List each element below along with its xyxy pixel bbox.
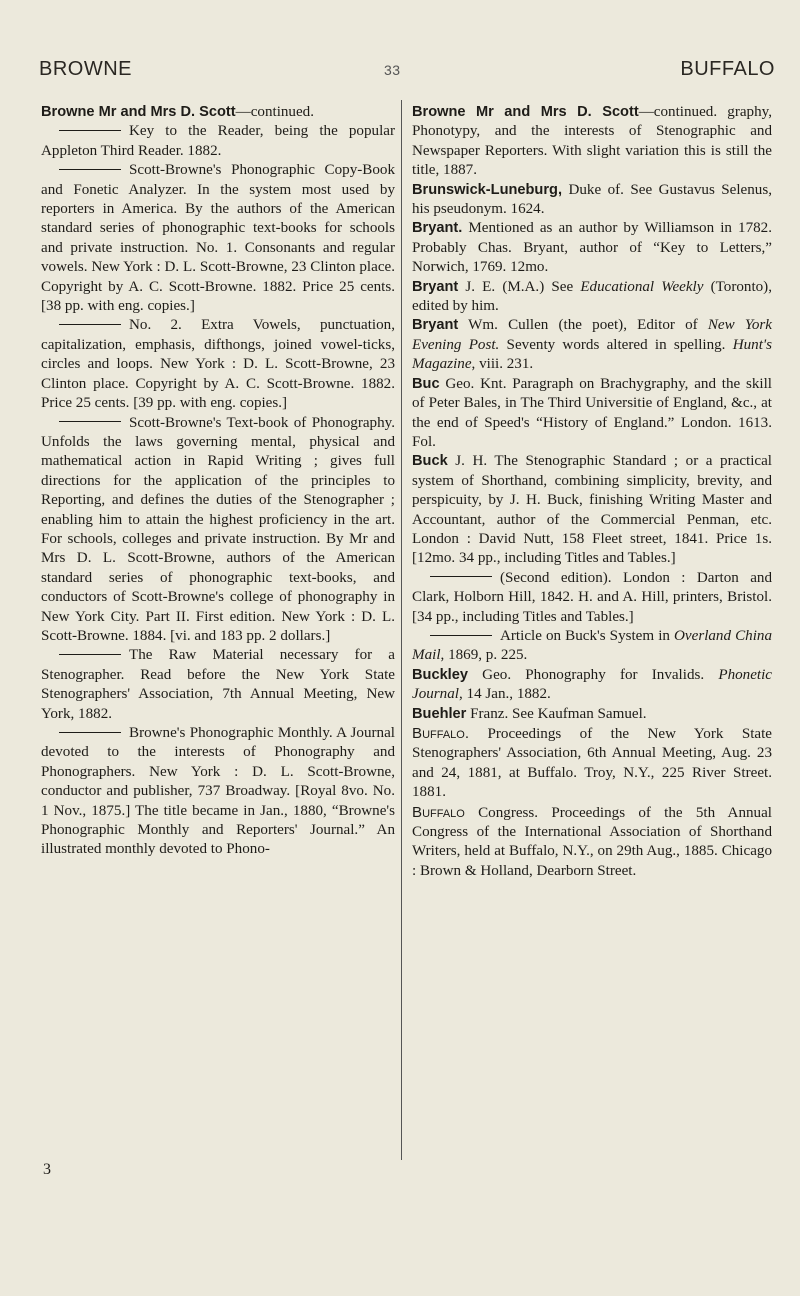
entry-italic: Phonetic Journal [412,666,772,703]
entry-text: Seventy words altered in spelling. [499,336,733,353]
entry-text: Browne's Phonographic Monthly. A Journal devoted to the interests of Phonography and Phonographers. New York : D. L. Scott-Browne, conductor and publisher, 737 Broadway. [Royal 8vo. No. 1 Nov., 1875.] The title became in Jan., 1880, “Browne's Phonographic Monthly and Reporters' Journal.” An illustrated monthly devoted to Phono- [41,725,395,858]
ditto-dash [59,421,121,422]
entry-italic: New York Evening Post. [412,317,772,353]
entry-buckley [412,666,772,705]
entry-buffalo-congress [412,803,772,882]
entry-text: (Second edition). London : Darton and Clark, Holborn Hill, 1842. H. and A. Hill, printers, Bristol. [34 pp., including Titles and Tables.] [412,569,772,625]
entry-text: , 1869, p. 225. [440,647,528,664]
ditto-dash [430,635,492,636]
entry-text: (Toronto), edited by him. [412,278,772,315]
entry-buehler [412,705,772,724]
entry-heading: Buc [412,375,440,392]
entry-text: —continued. graphy, Phonotypy, and the interests of Stenographic and Newspaper Reporters. With slight variation this is still the title, 1887. [412,104,772,179]
entry-text: Geo. Knt. Paragraph on Brachygraphy, and the skill of Peter Bales, in The Third Universitie of England, &c., at the end of Speed's “History of England.” London. 1613. Fol. [412,375,772,450]
entry-text: , 14 Jan., 1882. [458,686,551,703]
entry-heading: Buehler [412,705,467,722]
entry-heading: Buffalo. [412,725,470,742]
entry-buffalo [412,724,772,803]
entry-bryant [412,219,772,277]
entry-text: Scott-Browne's Phonographic Copy-Book and Fonetic Analyzer. In the system most used by reporters in America. By the authors of the American standard series of phonographic text-books for schools and private instruction. No. 1. Consonants and regular vowels. New York : D. L. Scott-Browne, 23 Clinton place. Copyright by A. C. Scott-Browne. 1882. Price 25 cents. [38 pp. with eng. copies.] [41,162,395,315]
entry-heading: Buffalo [412,803,465,821]
entry-text: Geo. Phonography for Invalids. [467,666,719,683]
entry-buck [412,452,772,568]
entry-text: Wm. Cullen (the poet), Editor of [458,317,708,334]
entry-text-book [41,414,395,647]
running-head-right: BUFFALO [680,58,775,80]
entry-heading: Bryant [412,278,459,295]
entry-buc [412,375,772,453]
right-column [412,103,772,881]
entry-text: Proceedings of the New York State Stenographers' Association, 6th Annual Meeting, Aug. 23 and 24, 1881, at Buffalo. Troy, N.Y., 225 River Street. 1881. [412,726,772,801]
entry-text: The Raw Material necessary for a Stenographer. Read before the New York State Stenographers' Association, 7th Annual Meeting, New York, 1882. [41,647,395,722]
entry-heading: Browne Mr and Mrs D. Scott [412,104,639,120]
entry-text: Congress. Proceedings of the 5th Annual Congress of the International Association of Shorthand Writers, held at Buffalo, N.Y., on 29th Aug., 1885. Chicago : Brown & Holland, Dearborn Street. [412,804,772,879]
entry-buck-second-edition [412,569,772,627]
entry-heading: Buck [412,453,448,470]
ditto-dash [59,324,121,325]
entry-italic: Overland China Mail [412,627,772,664]
entry-heading: Bryant [412,317,459,334]
page-number: 33 [384,62,401,78]
entry-text: —continued. [235,104,314,120]
entry-text: , viii. 231. [471,356,534,373]
entry-text: Franz. See Kaufman Samuel. [466,705,647,722]
ditto-dash [430,576,492,577]
left-column [41,103,395,860]
entry-text: J. E. (M.A.) See [458,278,581,295]
entry-raw-material [41,646,395,724]
entry-heading: Buckley [412,666,468,683]
entry-italic: Hunt's Magazine [412,336,772,373]
ditto-dash [59,130,121,131]
entry-bryant-je [412,278,772,317]
ditto-dash [59,732,121,733]
entry-buck-article [412,627,772,666]
entry-heading: Brunswick-Luneburg, [412,181,562,198]
entry-browne-continued [41,103,395,122]
entry-key-to-reader [41,122,395,161]
entry-browne-continued-2 [412,103,772,181]
ditto-dash [59,654,121,655]
entry-brunswick [412,181,772,220]
entry-heading: Bryant. [412,220,463,237]
entry-text: Article on Buck's System in [500,627,675,644]
entry-heading: Browne Mr and Mrs D. Scott [41,104,236,120]
entry-text: J. H. The Stenographic Standard ; or a practical system of Shorthand, combining simplicity, brevity, and perspicuity, by J. H. Buck, finishing Writing Master and Accountant, author of the Commercial Penman, etc. London : David Nutt, 158 Fleet street, 1841. Price 1s. [12mo. 34 pp., including Titles and Tables.] [412,453,772,567]
entry-italic: Educational Weekly [580,278,704,295]
entry-text: Mentioned as an author by Williamson in 1782. Probably Chas. Bryant, author of “Key to Letters,” Norwich, 1769. 12mo. [412,220,772,276]
entry-text: Scott-Browne's Text-book of Phonography. Unfolds the laws governing mental, physical and mathematical action in Rapid Writing ; gives full directions for the application of the principles to Reporting, and defines the duties of the Stenographer ; enabling him to attain the highest proficiency in the art. For schools, colleges and private instruction. By Mr and Mrs D. L. Scott-Browne, authors of the American standard series of phonographic text-books, and conductors of Scott-Browne's college of phonography in New York City. Part II. First edition. New York : D. L. Scott-Browne. 1884. [vi. and 183 pp. 2 dollars.] [41,414,395,644]
entry-copy-book [41,161,395,316]
entry-text: Key to the Reader, being the popular Appleton Third Reader. 1882. [41,123,395,159]
signature-mark: 3 [43,1161,51,1178]
column-divider [401,100,402,1160]
entry-bryant-wm [412,316,772,374]
entry-text: No. 2. Extra Vowels, punctuation, capitalization, emphasis, difthongs, joined vowel-ticks, circles and loops. New York : D. L. Scott-Browne, 23 Clinton place. Copyright by A. C. Scott-Browne. 1882. Price 25 cents. [39 pp. with eng. copies.] [41,317,395,412]
entry-no-2 [41,316,395,413]
entry-monthly [41,724,395,860]
ditto-dash [59,169,121,170]
entry-text: Duke of. See Gustavus Selenus, his pseudonym. 1624. [412,181,772,218]
running-head-left: BROWNE [39,58,132,80]
